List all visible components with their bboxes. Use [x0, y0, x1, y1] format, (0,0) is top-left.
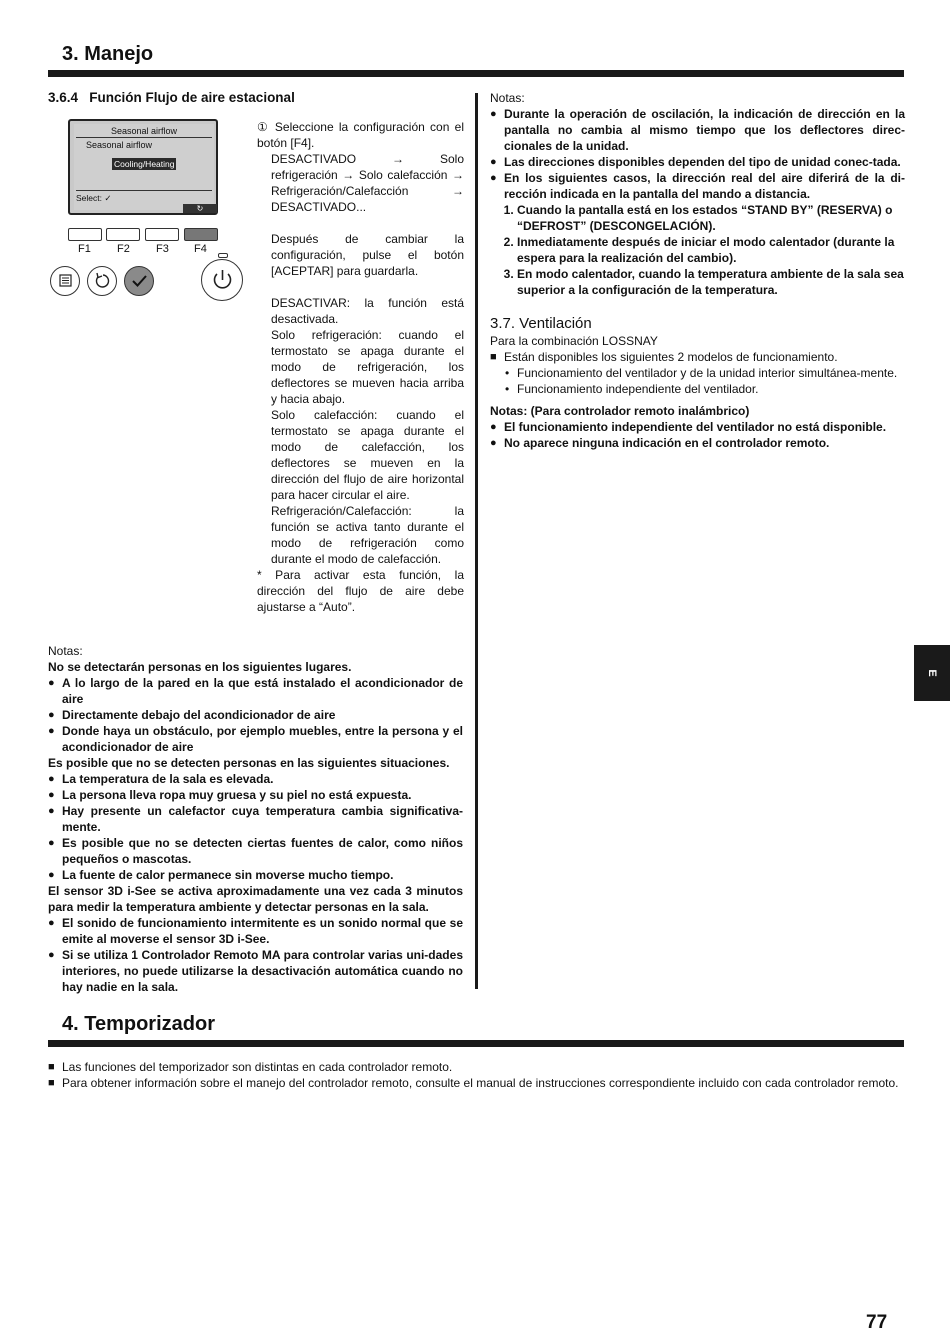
notes-list-1 — [48, 675, 463, 755]
notes-intro-3: El sensor 3D i-See se activa aproximadamente una vez cada 3 minutos para medir la temperatura ambiente y detectar personas en la sala. — [48, 884, 463, 914]
timer-list — [48, 1059, 905, 1091]
right-notes-numbered — [490, 202, 905, 298]
step-2: Después de cambiar la configuración, pulse el botón [ACEPTAR] para guardarla. — [271, 232, 464, 278]
left-notes — [48, 643, 463, 995]
list-item: ● Es posible que no se detecten ciertas fuentes de calor, como niños pequeños o mascotas. — [48, 835, 463, 867]
list-item: 3. En modo calentador, cuando la temperatura ambiente de la sala sea superior a la configuración de la temperatura. — [517, 266, 905, 298]
list-item: ● La temperatura de la sala es elevada. — [48, 771, 463, 787]
list-item: ● El funcionamiento independiente del ventilador no está disponible. — [490, 419, 905, 435]
power-icon — [203, 260, 242, 299]
option-cooling-only: Solo refrigeración: cuando el termostato se apaga durante el modo de refrigeración, los deflectores se mueven hacia arriba y hacia abajo. — [271, 328, 464, 406]
list-item: ● El sonido de funcionamiento intermitente es un sonido normal que se emite al moverse el sensor 3D i-See. — [48, 915, 463, 947]
remote-screen — [68, 119, 218, 215]
list-item: ● En los siguientes casos, la dirección real del aire diferirá de la di-rección indicada en la pantalla del mando a distancia. — [490, 170, 905, 202]
ventilation-subtitle: Para la combinación LOSSNAY — [490, 334, 658, 348]
screen-subtitle: Seasonal airflow — [86, 140, 153, 150]
section-title-temporizador: 4. Temporizador — [62, 1013, 215, 1035]
list-item: ● Donde haya un obstáculo, por ejemplo muebles, entre la persona y el acondicionador de aire — [48, 723, 463, 755]
list-item: ● Las direcciones disponibles dependen del tipo de unidad conec-tada. — [490, 154, 905, 170]
language-tab — [914, 645, 950, 701]
screen-title: Seasonal airflow — [110, 126, 178, 136]
f2-label: F2 — [117, 243, 130, 255]
language-tab-label: E — [926, 669, 938, 677]
f4-button[interactable] — [184, 228, 218, 241]
return-button[interactable] — [87, 266, 117, 296]
footnote-auto: * Para activar esta función, la dirección del flujo de aire debe ajustarse a “Auto”. — [257, 568, 464, 614]
return-icon — [89, 267, 116, 294]
page-number: 77 — [866, 1312, 888, 1333]
screen-divider — [76, 137, 212, 138]
list-item: ● A lo largo de la pared en la que está instalado el acondicionador de aire — [48, 675, 463, 707]
list-item: 1. Cuando la pantalla está en los estados “STAND BY” (RESERVA) o “DEFROST” (DESCONGELACIÓN). — [517, 202, 905, 234]
option-heating-only: Solo calefacción: cuando el termostato se apaga durante el modo de calefacción, los deflectores se mueven en la dirección del flujo de aire horizontal para hacer circular el aire. — [271, 408, 464, 502]
right-notes-list — [490, 106, 905, 202]
step-1-sequence: DESACTIVADO → Solo refrigeración → Solo calefacción → Refrigeración/Calefacción → DESACTIVADO... — [271, 152, 464, 214]
step-instructions — [257, 119, 464, 615]
list-item: ● No aparece ninguna indicación en el controlador remoto. — [490, 435, 905, 451]
subsection-title-seasonal-airflow: 3.6.4 Función Flujo de aire estacional — [48, 90, 295, 105]
check-icon: ✓ — [104, 193, 112, 203]
right-notes — [490, 90, 905, 298]
section-title-ventilacion: 3.7. Ventilación — [490, 315, 592, 332]
notes-intro-1: No se detectarán personas en los siguientes lugares. — [48, 660, 352, 674]
notes-label: Notas: — [48, 644, 83, 658]
notes-list-3 — [48, 915, 463, 995]
list-item: ■ Están disponibles los siguientes 2 modelos de funcionamiento. — [490, 349, 905, 365]
ventilation-square-list — [490, 349, 905, 365]
step-1: ① Seleccione la configuración con el botón [F4]. — [257, 120, 464, 150]
timer-content — [48, 1059, 905, 1091]
screen-refresh-icon: ↻ — [183, 204, 217, 213]
list-item: ● Directamente debajo del acondicionador de aire — [48, 707, 463, 723]
screen-selected-option: Cooling/Heating — [114, 159, 175, 169]
column-divider — [475, 93, 478, 989]
section4-rule — [48, 1040, 904, 1047]
notes-intro-2: Es posible que no se detecten personas en las siguientes situaciones. — [48, 756, 450, 770]
f3-button[interactable] — [145, 228, 179, 241]
list-item: • Funcionamiento del ventilador y de la unidad interior simultánea-mente. — [503, 365, 905, 381]
option-cooling-heating: Refrigeración/Calefacción: la función se activa tanto durante el modo de refrigeración como durante el modo de calefacción. — [271, 504, 464, 566]
screen-select-label: Select: ✓ — [76, 193, 112, 203]
list-item: ● La persona lleva ropa muy gruesa y su piel no está expuesta. — [48, 787, 463, 803]
f1-button[interactable] — [68, 228, 102, 241]
power-button[interactable] — [201, 259, 243, 301]
list-item: ● Durante la operación de oscilación, la indicación de dirección en la pantalla no cambia al mismo tiempo que los deflectores direc-cionales de la unidad. — [490, 106, 905, 154]
ventilation-notes-list — [490, 419, 905, 451]
header-rule — [48, 70, 904, 77]
section-title-manejo: 3. Manejo — [62, 43, 154, 65]
f1-label: F1 — [78, 243, 91, 255]
screen-divider-bottom — [76, 190, 212, 191]
ventilation-modes-list — [490, 365, 905, 397]
check-icon — [126, 267, 153, 294]
notes-label: Notas: — [490, 91, 525, 105]
list-item: ● Si se utiliza 1 Controlador Remoto MA para controlar varias uni-dades interiores, no puede utilizarse la desactivación automática cuando no hay nadie en la sala. — [48, 947, 463, 995]
list-item: ■ Para obtener información sobre el manejo del controlador remoto, consulte el manual de instrucciones correspondiente incluido con cada controlador remoto. — [48, 1075, 905, 1091]
menu-button[interactable] — [50, 266, 80, 296]
list-item: • Funcionamiento independiente del ventilador. — [503, 381, 905, 397]
option-off: DESACTIVAR: la función está desactivada. — [271, 296, 464, 326]
ventilation-notes-label: Notas: (Para controlador remoto inalámbrico) — [490, 404, 750, 418]
ventilation-content — [490, 333, 905, 451]
f3-label: F3 — [156, 243, 169, 255]
ok-button[interactable] — [124, 266, 154, 296]
f4-label: F4 — [194, 243, 207, 255]
menu-icon — [52, 267, 79, 294]
list-item: ■ Las funciones del temporizador son distintas en cada controlador remoto. — [48, 1059, 905, 1075]
led-indicator — [218, 253, 228, 258]
f2-button[interactable] — [106, 228, 140, 241]
list-item: 2. Inmediatamente después de iniciar el modo calentador (durante la espera para la realización del cambio). — [517, 234, 905, 266]
notes-list-2 — [48, 771, 463, 883]
list-item: ● Hay presente un calefactor cuya temperatura cambia significativa-mente. — [48, 803, 463, 835]
list-item: ● La fuente de calor permanece sin moverse mucho tiempo. — [48, 867, 463, 883]
